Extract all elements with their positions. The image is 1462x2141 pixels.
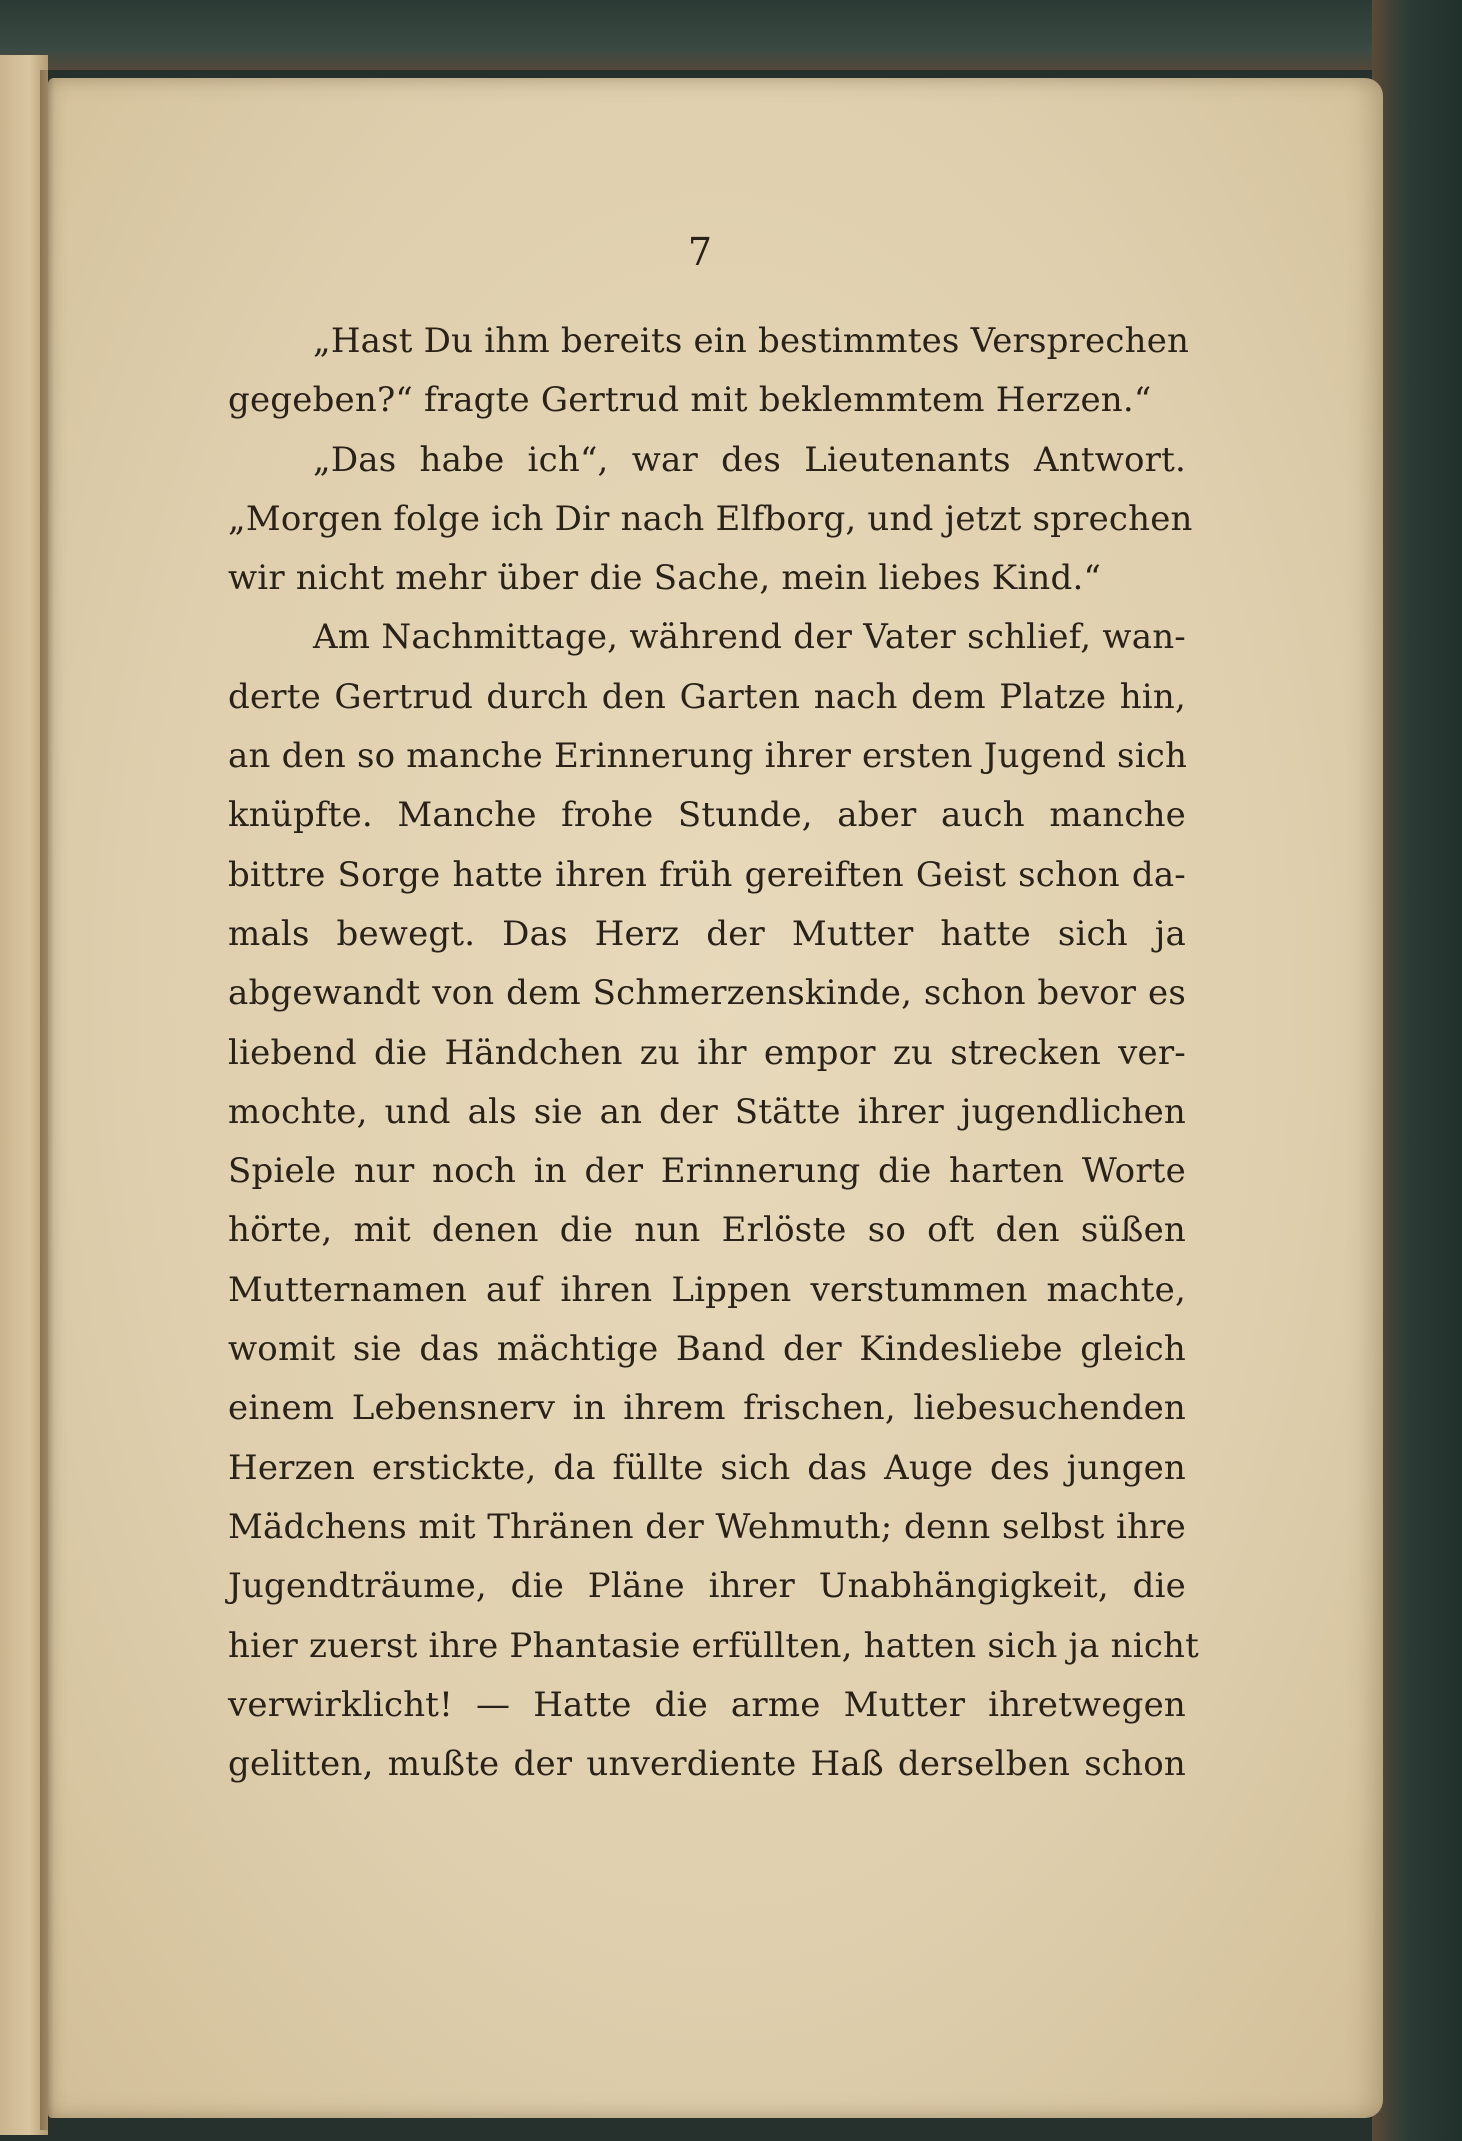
text-line: Mädchens mit Thränen der Wehmuth; denn selbst ihre [228,1506,1186,1547]
text-line: wir nicht mehr über die Sache, mein liebes Kind.“ [228,558,1102,599]
text-line: Am Nachmittage, während der Vater schlief, wan- [313,617,1186,658]
text-line: knüpfte. Manche frohe Stunde, aber auch manche [228,795,1186,836]
text-line: Spiele nur noch in der Erinnerung die harten Worte [228,1151,1186,1192]
text-line: „Morgen folge ich Dir nach Elfborg, und jetzt sprechen [228,498,1193,539]
page-number: 7 [687,230,713,274]
text-line: an den so manche Erinnerung ihrer ersten Jugend sich [228,736,1188,777]
text-line: mals bewegt. Das Herz der Mutter hatte sich ja [228,913,1186,954]
book-cover-top [0,0,1462,70]
text-line: „Das habe ich“, war des Lieutenants Antwort. [313,439,1186,480]
text-line: gelitten, mußte der unverdiente Haß derselben schon [228,1744,1186,1785]
text-line: gegeben?“ fragte Gertrud mit beklemmtem Herzen.“ [228,380,1152,421]
text-line: „Hast Du ihm bereits ein bestimmtes Versprechen [313,321,1190,361]
text-line: hier zuerst ihre Phantasie erfüllten, hatten sich ja nicht [228,1625,1200,1666]
text-line: Mutternamen auf ihren Lippen verstummen machte, [228,1269,1186,1310]
text-line: bittre Sorge hatte ihren früh gereiften Geist schon da- [228,854,1186,895]
text-line: abgewandt von dem Schmerzenskinde, schon bevor es [228,973,1186,1014]
book-cover-right [1372,0,1462,2141]
page-text [228,312,1200,1794]
text-line: derte Gertrud durch den Garten nach dem Platze hin, [228,676,1186,717]
text-line: liebend die Händchen zu ihr empor zu strecken ver- [228,1032,1186,1073]
text-line: womit sie das mächtige Band der Kindesliebe gleich [228,1329,1186,1370]
text-line: mochte, und als sie an der Stätte ihrer jugendlichen [228,1091,1186,1132]
text-line: einem Lebensnerv in ihrem frischen, liebesuchenden [228,1388,1186,1429]
text-line: Jugendträume, die Pläne ihrer Unabhängigkeit, die [228,1566,1186,1607]
page-gutter-shadow [40,70,54,2130]
text-line: hörte, mit denen die nun Erlöste so oft den süßen [228,1210,1186,1251]
text-line: verwirklicht! — Hatte die arme Mutter ihretwegen [228,1684,1186,1725]
text-line: Herzen erstickte, da füllte sich das Auge des jungen [228,1447,1186,1488]
